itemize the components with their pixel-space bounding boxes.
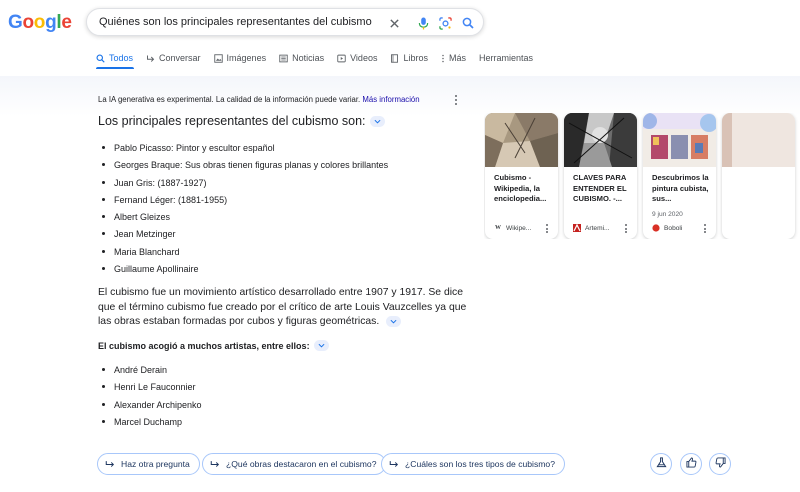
search-input[interactable]: Quiénes son los principales representantes del cubismo	[99, 16, 372, 28]
ask-another-question-chip[interactable]	[97, 453, 200, 475]
source-name: Wikipe...	[506, 224, 532, 232]
video-icon	[337, 54, 346, 63]
source-card[interactable]	[564, 113, 637, 239]
heading-text: Los principales representantes del cubismo son:	[98, 114, 366, 128]
paragraph-text: El cubismo fue un movimiento artístico desarrollado entre 1907 y 1917. Se dice que el término cubismo fue creado por el crítico de arte Louis Vauzcelles ya que las obras estaban formadas por cubos y figuras geométricas.	[98, 287, 467, 328]
artematica-icon	[573, 224, 581, 232]
list-item: André Derain	[98, 364, 202, 381]
card-thumbnail	[643, 113, 716, 167]
more-vert-icon[interactable]	[545, 224, 549, 233]
chevron-down-icon[interactable]	[386, 316, 401, 327]
tab-herramientas[interactable]	[479, 50, 533, 66]
thumbs-down-icon	[715, 455, 726, 473]
suggested-question-chip[interactable]	[202, 453, 386, 475]
source-card[interactable]	[485, 113, 558, 239]
active-tab-indicator	[96, 67, 134, 69]
tab-label: Herramientas	[478, 53, 534, 63]
source-name: Artemi...	[585, 224, 610, 232]
thumbs-up-button[interactable]	[680, 453, 702, 475]
source-cards	[484, 113, 800, 239]
card-thumbnail	[485, 113, 558, 167]
tab-label: Todos	[109, 53, 134, 63]
card-title: Cubismo - Wikipedia, la enciclopedia...	[494, 173, 547, 203]
thumbs-down-button[interactable]	[709, 453, 731, 475]
card-title: CLAVES PARA ENTENDER EL CUBISMO. -...	[573, 173, 627, 203]
card-source	[652, 224, 682, 232]
lab-flask-icon	[656, 455, 667, 473]
tab-mas[interactable]	[441, 50, 466, 66]
book-icon	[390, 54, 399, 63]
labs-button[interactable]	[650, 453, 672, 475]
ai-heading	[98, 114, 385, 128]
source-name: Boboli	[664, 224, 683, 232]
list-item: Maria Blanchard	[98, 246, 388, 263]
more-info-link[interactable]: Más información	[362, 95, 420, 104]
more-vert-icon[interactable]	[624, 224, 628, 233]
tab-label: Noticias	[292, 53, 325, 63]
tab-libros[interactable]	[390, 50, 428, 66]
card-source	[573, 224, 610, 232]
card-date: 9 jun 2020	[652, 211, 683, 218]
chevron-down-icon[interactable]	[314, 340, 329, 351]
tab-label: Imágenes	[226, 53, 267, 63]
reply-arrow-icon	[105, 460, 115, 469]
chat-arrow-icon	[146, 54, 155, 63]
tab-todos[interactable]	[96, 50, 133, 66]
chip-label: ¿Cuáles son los tres tipos de cubismo?	[405, 459, 555, 469]
card-source	[494, 224, 531, 232]
representatives-list	[98, 142, 388, 280]
list-item: Alexander Archipenko	[98, 399, 202, 416]
wikipedia-icon: W	[495, 225, 501, 231]
tab-imagenes[interactable]	[214, 50, 267, 66]
google-logo[interactable]: Google	[8, 12, 72, 33]
list-item: Jean Metzinger	[98, 228, 388, 245]
list-item: Fernand Léger: (1881-1955)	[98, 194, 388, 211]
search-box[interactable]	[86, 8, 484, 36]
list-item: Juan Gris: (1887-1927)	[98, 177, 388, 194]
ai-options-icon[interactable]	[452, 94, 460, 106]
card-thumbnail	[722, 113, 795, 167]
card-title: Descubrimos la pintura cubista, sus...	[652, 173, 709, 203]
image-icon	[214, 54, 223, 63]
microphone-icon[interactable]	[414, 14, 432, 32]
thumbs-up-icon	[686, 455, 697, 473]
tab-label: Más	[448, 53, 466, 63]
source-card[interactable]	[643, 113, 716, 239]
more-vert-icon[interactable]	[703, 224, 707, 233]
suggested-question-chip[interactable]	[381, 453, 565, 475]
search-tabs	[96, 50, 546, 70]
card-thumbnail	[564, 113, 637, 167]
list-item: Albert Gleizes	[98, 211, 388, 228]
cubism-paragraph	[98, 286, 468, 330]
tab-label: Conversar	[159, 53, 201, 63]
tab-label: Videos	[350, 53, 378, 63]
reply-arrow-icon	[389, 460, 399, 469]
disclaimer-text: La IA generativa es experimental. La calidad de la información puede variar.	[98, 95, 361, 104]
search-icon[interactable]	[459, 14, 477, 32]
list-item: Guillaume Apollinaire	[98, 263, 388, 280]
search-icon	[96, 54, 105, 63]
list-item: Georges Braque: Sus obras tienen figuras planas y colores brillantes	[98, 159, 388, 176]
header	[0, 0, 800, 76]
boboli-icon	[652, 224, 660, 232]
lens-camera-icon[interactable]	[436, 14, 454, 32]
reply-arrow-icon	[210, 460, 220, 469]
clear-icon[interactable]	[385, 14, 403, 32]
chevron-down-icon[interactable]	[370, 116, 385, 127]
chip-label: Haz otra pregunta	[121, 459, 190, 469]
list-item: Marcel Duchamp	[98, 416, 202, 433]
news-icon	[279, 54, 288, 63]
artists-list	[98, 364, 202, 433]
artists-subheading	[98, 340, 329, 351]
tab-label: Libros	[403, 53, 428, 63]
list-item: Henri Le Fauconnier	[98, 381, 202, 398]
tab-conversar[interactable]	[146, 50, 201, 66]
more-vert-icon	[441, 54, 445, 63]
subheading-text: El cubismo acogió a muchos artistas, entre ellos:	[98, 340, 310, 351]
ai-disclaimer	[98, 95, 420, 104]
tab-videos[interactable]	[337, 50, 377, 66]
chip-label: ¿Qué obras destacaron en el cubismo?	[226, 459, 377, 469]
source-card[interactable]	[722, 113, 795, 239]
tab-noticias[interactable]	[279, 50, 324, 66]
list-item: Pablo Picasso: Pintor y escultor español	[98, 142, 388, 159]
